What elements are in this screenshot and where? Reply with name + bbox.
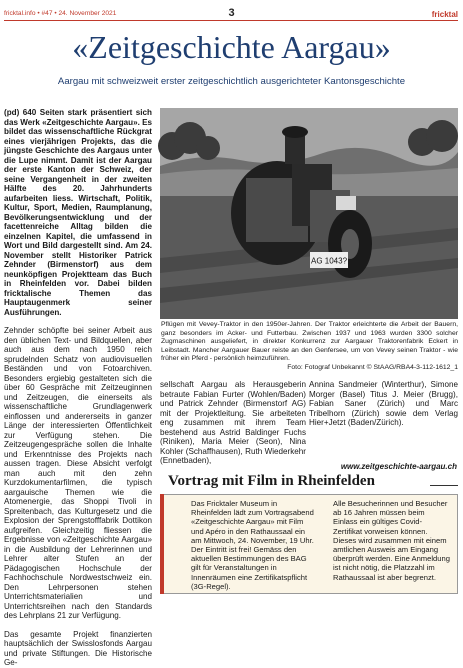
event-text-col-2: Alle Besucherinnen und Besucher ab 16 Jahren müssen beim Einlass ein gültiges Covid-Zertifikat vorweisen können. Dieses wird zusammen mit einem amtlichen Ausweis am Eingang überprüft werden. Eine Anmeldung ist nicht nötig, die Platzzahl im Rathaussaal ist aber begrenzt. xyxy=(333,499,450,582)
article-column-1 xyxy=(4,108,152,667)
event-box-accent xyxy=(160,494,164,594)
event-text-col-1: Das Fricktaler Museum in Rheinfelden lädt zum Vortragsabend «Zeitgeschichte Aargau» mit Film und Apéro in den Rathaussaal ein am Mittwoch, 24. November, 19 Uhr. Der Eintritt ist frei! Gemäss den aktuellen Bestimmungen des BAG gilt für Veranstaltungen in Innenräumen eine Zertifikatspflicht (3G-Regel). xyxy=(191,499,314,591)
website-link[interactable]: www.zeitgeschichte-aargau.ch xyxy=(340,462,457,471)
article-column-3 xyxy=(309,380,458,464)
header-rule xyxy=(4,20,458,21)
photo-caption xyxy=(161,321,458,373)
event-info-box xyxy=(160,494,458,594)
section-label: fricktal xyxy=(431,10,458,19)
issue-info: fricktal.info • #47 • 24. November 2021 xyxy=(4,10,117,17)
caption-text: Pflügen mit Vevey-Traktor in den 1950er-Jahren. Der Traktor erleichterte die Arbeit der Bauern, ganz besonders im Acker- und Futterbau. Zwischen 1937 und 1963 wurden 3300 solcher Zugmaschinen ausgeliefert, in direkter Konkurrenz zur Aargauer Traktorenfabrik Eckert in Leibstadt. Mancher Aargauer Bauer reiste an den Genfersee, um von Vevey seinen Traktor - wie früher ein Pferd - persönlich heimzuführen. xyxy=(161,321,458,363)
heading-rule xyxy=(430,485,458,486)
event-heading-row xyxy=(160,471,458,493)
article-title: «Zeitgeschichte Aargau» xyxy=(72,29,391,65)
tractor-photo xyxy=(160,108,458,319)
page-number: 3 xyxy=(228,7,235,19)
article-body-paragraph: Das gesamte Projekt finanzierten hauptsächlich der Swisslosfonds Aargau und private Stiftungen. Die Historische Ge- xyxy=(4,629,152,667)
license-plate: AG 1043? xyxy=(310,256,348,266)
article-column-2 xyxy=(160,380,306,464)
article-body-paragraph: Annina Sandmeier (Winterthur), Simone Morger (Basel) Titus J. Meier (Brugg), Fabian Saner (Zürich) und Marc Tribelhorn (Zürich) sowie dem Verlag Hier+Jetzt (Baden/Zürich). xyxy=(309,380,458,427)
tractor-photo-illustration xyxy=(160,108,458,319)
article-body-paragraph: sellschaft Aargau als Herausgeberin betraute Fabian Furter (Wohlen/Baden) und Patrick Zehnder (Birmenstorf AG) mit der Projektleitung. Sie arbeiteten eng zusammen mit ihrem Team bestehend aus Astrid Baldinger Fuchs (Riniken), Maria Meier (Seon), Nina Kohler (Schaffhausen), Ruth Wiederkehr (Ennetbaden), xyxy=(160,380,306,465)
article-body-paragraph: Zehnder schöpfte bei seiner Arbeit aus den üblichen Text- und Bildquellen, aber auch aus dem nach 1950 reich sprudelnden Schatz von audiovisuellen Beständen und von Fotoarchiven. Besonders ergiebig gestalteten sich die über 60 Gespräche mit Zeitzeuginnen und Zeitzeugen, die einerseits als wissenschaftliche Grundlagenwerk einflossen und andererseits in ganzer Länge der interessierten Öffentlichkeit zur Verfügung stehen. Die Zeitzeugengespräche sollen die Inhalte und Erkenntnisse des Projekts nach aussen tragen. Diese Absicht verfolgt man auch mit den zehn Kurzdokumentarfilmen, die typisch aargauische Themen wie die Atomenergie, das Shoppi Tivoli in Spreitenbach, das Kulturgesetz und die Explosion der Sprengstofffabrik Dottikon aufgreifen. Gleichzeitig fliessen die Ergebnisse von «Zeitgeschichte Aargau» in die Ausbildung der Lehrerinnen und Lehrer alter Stufen an der Pädagogischen Hochschule der Fachhochschule Nordwestschweiz ein. Den Lehrpersonen stehen Unterrichtsmaterialien und Unterrichtsreihen nach den Standards des Lehrplans 21 zur Verfügung. xyxy=(4,326,152,620)
article-subtitle: Aargau mit schweizweit erster zeitgeschichtlich ausgerichteter Kantonsgeschichte xyxy=(57,76,406,87)
event-heading: Vortrag mit Film in Rheinfelden xyxy=(168,473,375,489)
photo-credit: Foto: Fotograf Unbekannt © StAAG/RBA4-3-112-1612_1 xyxy=(287,363,458,371)
article-lead: (pd) 640 Seiten stark präsentiert sich das Werk «Zeitgeschichte Aargau». Es bildet das wissenschaftliche Rückgrat eines vierjährigen Projekts, das die jüngste Geschichte des Aargaus unter die Lupe nimmt. Damit ist der Aargau der erste Kanton der Schweiz, der seine Vergangenheit in der zweiten Hälfte des 20. Jahrhunderts aufarbeiten liess. Wirtschaft, Politik, Kultur, Sport, Medien, Raumplanung, Bevölkerungsentwicklung und der facettenreiche Alltag bilden die einzelnen Kapitel, die umfassend in Wort und Bild dargestellt sind. Am 24. November stellt Historiker Patrick Zehnder (Birmenstorf) aus dem neunköpfigen Projektteam das Buch in Rheinfelden vor. Dabei bilden fricktalische Themen das Hauptaugenmerk seiner Ausführungen. xyxy=(4,108,152,317)
